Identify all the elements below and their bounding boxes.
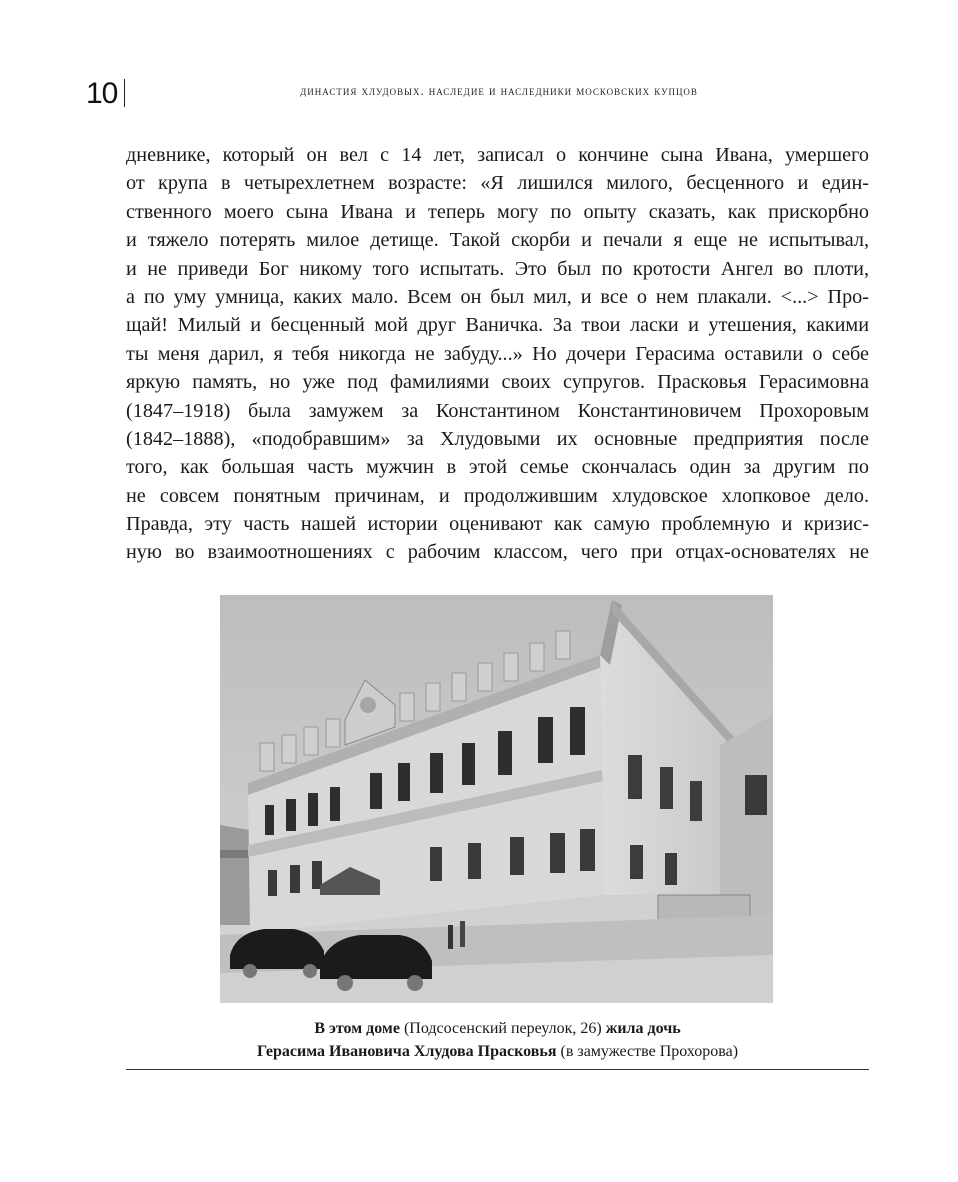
text-line: щай! Милый и бесценный мой друг Ваничка. За твои ласки и утешения, какими: [126, 314, 869, 337]
text-line: ственного моего сына Ивана и теперь могу по опыту сказать, как прискорбно: [126, 200, 869, 223]
text-line: (1842–1888), «подобравшим» за Хлудовыми их основные предприятия после: [126, 427, 869, 450]
caption-bold: Герасима Ивановича Хлудова Прасковья: [256, 1043, 557, 1060]
text-line: яркую память, но уже под фамилиями своих супругов. Прасковья Герасимовна: [126, 371, 869, 394]
text-line: а по уму умница, каких мало. Всем он был мил, и все о нем плакали. <...> Про-: [126, 285, 869, 308]
caption-regular: (Подсосенский переулок, 26): [399, 1020, 606, 1037]
caption-divider: [126, 1069, 869, 1070]
caption-line-1: [126, 1017, 869, 1040]
building-photo: [220, 595, 773, 1003]
text-line: ную во взаимоотношениях с рабочим классом, чего при отцах-основателях не: [126, 541, 869, 564]
caption-bold: В этом доме: [314, 1020, 400, 1037]
figure-caption: [126, 1017, 869, 1063]
text-line: не совсем понятным причинам, и продолжившим хлудовское хлопковое дело.: [126, 484, 869, 507]
text-line: Правда, эту часть нашей истории оценивают как самую проблемную и кризис-: [126, 513, 869, 536]
text-line: от крупа в четырехлетнем возрасте: «Я лишился милого, бесценного и един-: [126, 172, 869, 195]
caption-bold: жила дочь: [605, 1020, 681, 1037]
text-line: и тяжело потерять милое детище. Такой скорби и печали я еще не испытывал,: [126, 229, 869, 252]
caption-line-2: [126, 1040, 869, 1063]
caption-regular: (в замужестве Прохорова): [556, 1043, 739, 1060]
running-title: династия хлудовых. наследие и наследники московских купцов: [300, 84, 698, 98]
header-divider: [124, 79, 125, 107]
text-line: того, как большая часть мужчин в этой семье скончалась один за другим по: [126, 456, 869, 479]
page-number: 10: [86, 77, 118, 110]
text-line: и не приведи Бог никому того испытать. Это был по кротости Ангел во плоти,: [126, 257, 869, 280]
text-line: дневнике, который он вел с 14 лет, записал о кончине сына Ивана, умершего: [126, 144, 869, 166]
text-line: ты меня дарил, я тебя никогда не забуду...» Но дочери Герасима оставили о себе: [126, 342, 869, 365]
text-line: (1847–1918) была замужем за Константином Константиновичем Прохоровым: [126, 399, 869, 422]
body-text: [126, 141, 869, 567]
